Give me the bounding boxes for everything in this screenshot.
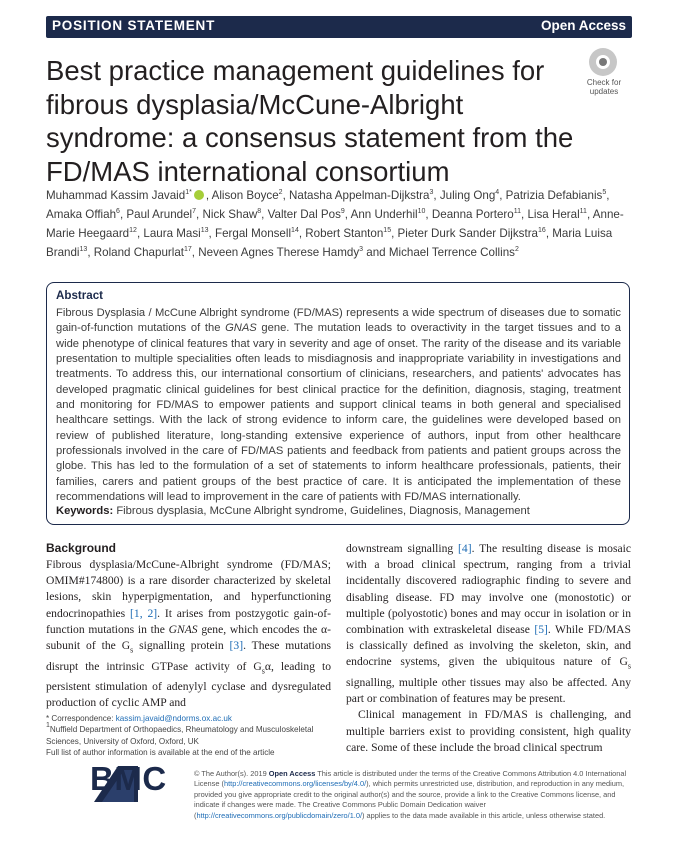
author-affiliation: 11 xyxy=(579,208,587,215)
author-affiliation: 2 xyxy=(514,246,519,253)
author-affiliation: 16 xyxy=(538,227,546,234)
abstract-text: Fibrous Dysplasia / McCune Albright syndrome (FD/MAS) represents a wide spectrum of diseases due to somatic gain-of-function mutations of the GNAS gene. The mutation leads to overactivity in the target tissues and to a wide phenotype of clinical features that vary in severity and age of onset. The rarity of the disease and its variable presentation to multiple specialities often leads to misdiagnosis and inappropriate variability in investigations and treatments. To address this, our international consortium of clinicians, researchers, and patients' advocates has developed pragmatic clinical guidelines for best clinical practice for the definition, diagnosis, staging, treatment and monitoring for FD/MAS to empower patients and support clinical teams in both general and specialised healthcare settings. With the lack of strong evidence to inform care, the guidelines were developed based on review of published literature, long-standing extensive experience of authors, input from other healthcare professionals involved in the care of FD/MAS patients and feedback from patients and patient groups across the globe. This has led to the formulation of a set of statements to inform healthcare professionals, patients, their families, carers and patient groups of the best practice of care. It is anticipated the implementation of these recommendations will lead to improvement in the care of patients with FD/MAS internationally. xyxy=(56,307,621,504)
author-affiliation: 3 xyxy=(359,246,364,253)
article-title: Best practice management guidelines for fibrous dysplasia/McCune-Albright syndrome: a consensus statement from the FD/MAS international consortium xyxy=(46,55,574,187)
author-name[interactable]: Amaka Offiah xyxy=(46,208,117,221)
author-name[interactable]: Juling Ong xyxy=(439,189,496,202)
open-access-label[interactable]: Open Access xyxy=(540,18,626,33)
correspondence-email-link[interactable]: kassim.javaid@ndorms.ox.ac.uk xyxy=(115,714,232,723)
section-label: POSITION STATEMENT xyxy=(52,18,216,33)
author-name[interactable]: Valter Dal Pos xyxy=(267,208,341,221)
author-name[interactable]: Paul Arundel xyxy=(126,208,193,221)
author-affiliation: 11 xyxy=(513,208,522,215)
check-updates-label: Check for updates xyxy=(586,78,622,96)
keywords xyxy=(56,505,621,517)
check-for-updates-button[interactable] xyxy=(578,46,630,98)
license-link[interactable]: http://creativecommons.org/licenses/by/4.0/ xyxy=(224,779,367,789)
update-circle-icon xyxy=(589,48,617,76)
author-name[interactable]: Ann Underhil xyxy=(350,208,418,221)
author-affiliation: 13 xyxy=(79,246,88,253)
keywords-value: Fibrous dysplasia, McCune Albright syndrome, Guidelines, Diagnosis, Management xyxy=(116,505,530,517)
author-affiliation: 2 xyxy=(278,189,283,196)
author-affiliation: 7 xyxy=(192,208,197,215)
citation-link[interactable]: [3] xyxy=(229,639,244,653)
citation-link[interactable]: [4] xyxy=(458,542,472,555)
author-name[interactable]: Lisa Heral xyxy=(527,208,580,221)
author-name[interactable]: Alison Boyce xyxy=(211,189,279,202)
author-name[interactable]: Maria Luisa Brandi xyxy=(46,227,613,259)
author-name[interactable]: Deanna Portero xyxy=(431,208,514,221)
author-name[interactable]: Natasha Appelman-Dijkstra xyxy=(289,189,430,202)
author-affiliation: 17 xyxy=(184,246,192,253)
author-name[interactable]: Roland Chapurlat xyxy=(93,246,184,259)
author-affiliation: 4 xyxy=(495,189,500,196)
author-affiliation: 8 xyxy=(257,208,262,215)
orcid-icon[interactable] xyxy=(194,190,204,200)
author-name[interactable]: Anne-Marie Heegaard xyxy=(46,208,624,240)
public-domain-link[interactable]: http://creativecommons.org/publicdomain/zero/1.0/ xyxy=(196,810,363,820)
author-name[interactable]: Fergal Monsell xyxy=(215,227,292,240)
keywords-label: Keywords: xyxy=(56,505,114,517)
author-affiliation: 5 xyxy=(602,189,607,196)
author-list: Muhammad Kassim Javaid$^{1*}$ , Alison Boyce$^2$, Natasha Appelman-Dijkstra$^3$, Juling Ong$^4$, Patrizia Defabianis$^5$, Amaka Offiah$^6$, Paul Arundel$^7$, Nick Shaw$^8$, Valter Dal Pos$^9$, Ann Underhil$^{10}$, Deanna Portero$^{11}$, Lisa Heral$^{11}$, Anne-Marie Heegaard$^{12}$, Laura Masi$^{13}$, Fergal Monsell$^{14}$, Robert Stanton$^{15}$, Pieter Durk Sander Dijkstra$^{16}$, Maria Luisa Brandi$^{13}$, Roland Chapurlat$^{17}$, Neveen Agnes Therese Hamdy$^3$ and Michael Terrence Collins$^2$ xyxy=(46,189,624,259)
body-column-right: downstream signalling [4]. The resulting disease is mosaic with a broad clinical spectrum, ranging from a trivial incidentally discovered radiographic finding to severe and disabling disease. FD may involve one (monostotic) or multiple (polyostotic) bones and may occur in isolation or in combination with extraskeletal disease [5]. While FD/MAS is classically defined as involving the skeleton, skin, and endocrine systems, given the ubiquitous nature of $G_s$ signalling, multiple other tissues may also be affected. Any part or combination of features may be present. Clinical management in FD/MAS is challenging, and multiple barriers exist to providing consistent, high quality care. Some of these include the broad clinical spectrum xyxy=(346,542,631,754)
author-name[interactable]: Patrizia Defabianis xyxy=(505,189,603,202)
author-name[interactable]: Neveen Agnes Therese Hamdy xyxy=(198,246,360,259)
publisher-logo-text[interactable]: BMC xyxy=(90,760,167,797)
author-affiliation: 10 xyxy=(417,208,426,215)
author-affiliation: 15 xyxy=(383,227,392,234)
author-name[interactable]: Laura Masi xyxy=(143,227,201,240)
author-affiliation: 1* xyxy=(185,189,192,196)
author-name[interactable]: Muhammad Kassim Javaid xyxy=(46,189,186,202)
citation-link[interactable]: [5] xyxy=(534,623,548,637)
author-affiliation: 3 xyxy=(429,189,434,196)
citation-link[interactable]: [1, 2] xyxy=(130,606,158,620)
author-affiliation: 6 xyxy=(116,208,120,215)
background-heading: Background xyxy=(46,541,117,555)
article-type-banner xyxy=(46,16,632,38)
author-name[interactable]: Robert Stanton xyxy=(305,227,384,240)
body-column-left: Fibrous dysplasia/McCune-Albright syndrome (FD/MAS; OMIM#174800) is a rare disorder characterized by skeletal lesions, skin hyperpigmentation, and hyperfunctioning endocrinopathies [1, 2]. It arises from postzygotic gain-of-function mutations in the GNAS gene, which encodes the α-subunit of the $G_s$ signalling protein [3]. These mutations disrupt the intrinsic GTPase activity of $G_s\alpha$, leading to persistent stimulation of adenylyl cyclase and dysregulated production of cyclic AMP and xyxy=(46,558,332,710)
abstract-heading: Abstract xyxy=(56,289,104,302)
license-statement: © The Author(s). 2019 Open Access This article is distributed under the terms of the Creative Commons Attribution 4.0 International License (http://creativecommons.org/licenses/by/4.0/), which permits unrestricted use, distribution, and reproduction in any medium, provided you give appropriate credit to the original author(s) and the source, provide a link to the Creative Commons license, and indicate if changes were made. The Creative Commons Public Domain Dedication waiver (http://creativecommons.org/publicdomain/zero/1.0/) applies to the data made available in this article, unless otherwise stated. xyxy=(194,769,627,820)
author-affiliation: 14 xyxy=(291,227,299,234)
author-name[interactable]: Pieter Durk Sander Dijkstra xyxy=(397,227,539,240)
author-affiliation: 13 xyxy=(200,227,209,234)
author-affiliation: 9 xyxy=(340,208,345,215)
author-name[interactable]: Nick Shaw xyxy=(202,208,258,221)
footnotes: * Correspondence: kassim.javaid@ndorms.ox.ac.uk $^1$Nuffield Department of Orthopaedics, Rheumatology and Musculoskeletal Sciences, University of Oxford, Oxford, UK Full list of author information is available at the end of the article xyxy=(46,714,314,758)
author-name[interactable]: Michael Terrence Collins xyxy=(388,246,515,259)
author-affiliation: 12 xyxy=(129,227,137,234)
